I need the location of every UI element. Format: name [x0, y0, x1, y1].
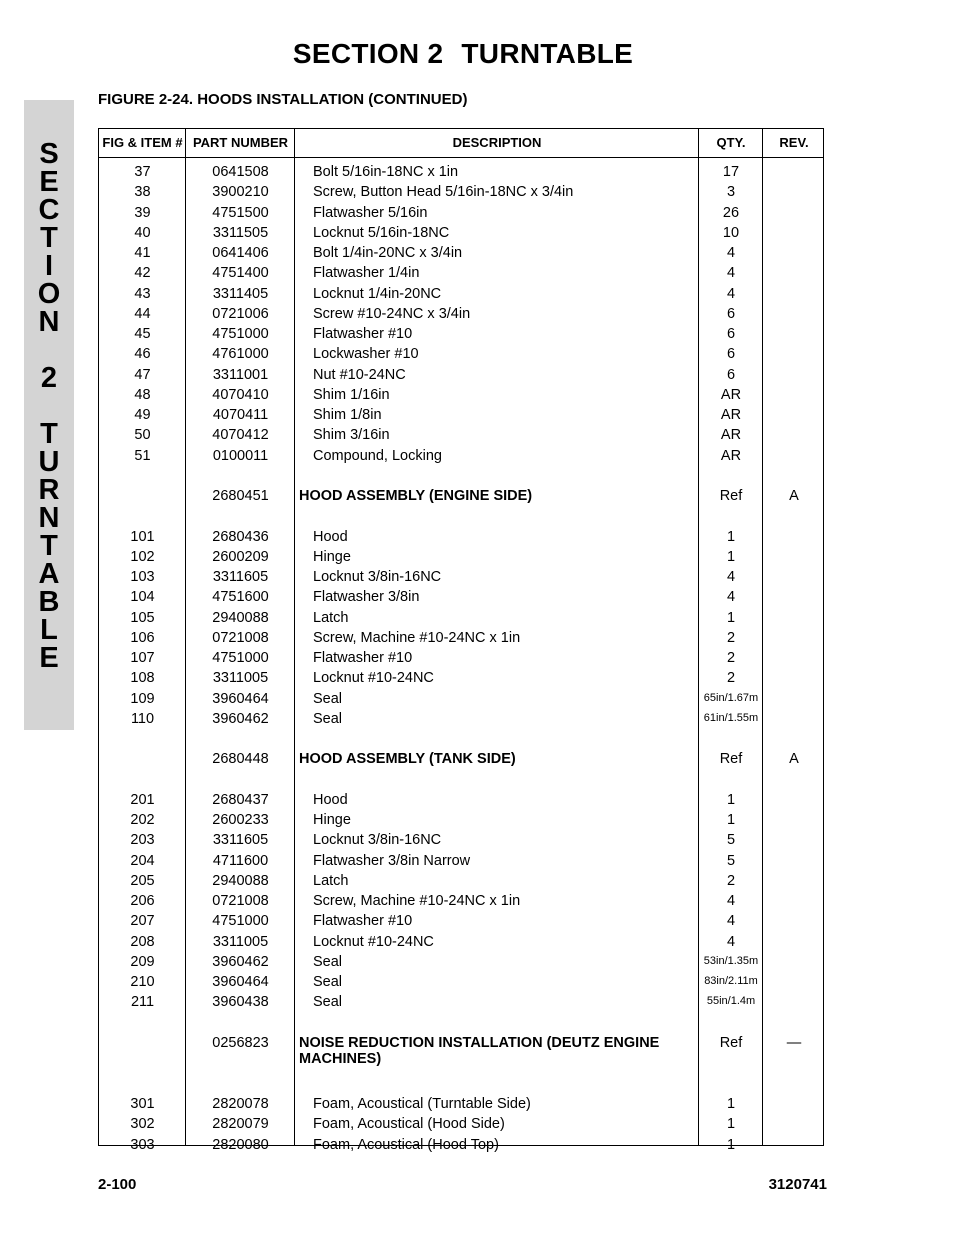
- qty-cell: 4: [726, 913, 736, 930]
- item-cell: 205: [130, 872, 155, 889]
- qty-cell: 2: [726, 650, 736, 666]
- rev-cell: A: [789, 751, 799, 768]
- qty-cell: 6: [726, 305, 736, 322]
- part-number-cell: 3960438: [212, 994, 269, 1011]
- item-cell: 47: [134, 366, 151, 383]
- section-label: SECTION 2: [292, 38, 444, 69]
- description-cell: Screw, Machine #10-24NC x 1in: [313, 893, 521, 909]
- description-cell: Nut #10-24NC: [313, 366, 406, 383]
- description-cell: Locknut 1/4in-20NC: [313, 285, 442, 302]
- section-title: [0, 38, 926, 70]
- qty-cell: 6: [726, 366, 736, 383]
- part-number-cell: 0641508: [212, 164, 269, 180]
- qty-cell: 1: [726, 812, 736, 828]
- qty-cell: 1: [726, 1136, 736, 1153]
- qty-cell: 1: [726, 1096, 736, 1112]
- side-tab-letter: T: [40, 222, 58, 254]
- qty-cell: 26: [722, 204, 740, 221]
- part-number-cell: 3311405: [212, 285, 269, 302]
- part-number-cell: 0721006: [212, 305, 269, 322]
- side-tab-letter: E: [39, 166, 59, 198]
- item-cell: 207: [130, 913, 155, 930]
- part-number-cell: 2820080: [212, 1136, 269, 1153]
- part-number-cell: 2940088: [212, 609, 269, 626]
- part-number-cell: 4751600: [212, 589, 269, 606]
- qty-cell: 4: [726, 265, 736, 282]
- side-tab-letter: T: [40, 418, 58, 450]
- qty-cell: Ref: [719, 1034, 743, 1051]
- part-number-cell: 2680448: [212, 751, 269, 768]
- qty-cell: 2: [726, 670, 736, 687]
- part-number-cell: 3311005: [212, 933, 269, 950]
- part-number-cell: 3960464: [212, 974, 269, 990]
- description-cell: Flatwasher 3/8in: [313, 589, 420, 606]
- rev-cell: —: [786, 1034, 802, 1051]
- qty-cell: 55in/1.4m: [706, 995, 756, 1008]
- description-cell: Hood: [313, 791, 348, 808]
- description-cell: Hood: [313, 528, 348, 545]
- part-number-cell: 3960462: [212, 953, 269, 970]
- description-cell: Screw, Button Head 5/16in-18NC x 3/4in: [313, 184, 574, 201]
- description-cell: Locknut #10-24NC: [313, 670, 434, 687]
- item-cell: 106: [130, 629, 155, 646]
- qty-cell: Ref: [719, 751, 743, 768]
- description-cell: NOISE REDUCTION INSTALLATION (DEUTZ ENGINE MACHINES): [299, 1034, 660, 1067]
- item-cell: 110: [130, 710, 155, 727]
- qty-cell: 4: [726, 245, 736, 261]
- item-cell: 38: [134, 184, 151, 201]
- section-name: TURNTABLE: [461, 38, 634, 69]
- item-cell: 43: [134, 285, 151, 302]
- item-cell: 210: [130, 974, 155, 990]
- qty-cell: AR: [720, 447, 742, 464]
- item-cell: 206: [130, 893, 155, 909]
- header-item: FIG & ITEM #: [102, 135, 183, 150]
- item-cell: 40: [134, 224, 151, 241]
- part-number-cell: 0721008: [212, 629, 269, 646]
- side-tab-letter: S: [39, 138, 59, 170]
- description-cell: Seal: [313, 953, 343, 970]
- description-cell: Hinge: [313, 812, 351, 828]
- description-cell: Foam, Acoustical (Turntable Side): [313, 1096, 531, 1112]
- part-number-cell: 4761000: [212, 346, 269, 363]
- qty-cell: 1: [726, 609, 736, 626]
- header-rev: REV.: [779, 135, 809, 150]
- description-cell: Seal: [313, 710, 343, 727]
- description-cell: Locknut 3/8in-16NC: [313, 832, 442, 849]
- description-cell: Seal: [313, 690, 343, 707]
- qty-cell: 1: [726, 1116, 736, 1133]
- qty-cell: 4: [726, 589, 736, 606]
- description-cell: Shim 3/16in: [313, 427, 390, 444]
- side-tab-letter: 2: [40, 362, 58, 394]
- item-cell: 201: [130, 791, 155, 808]
- item-cell: 48: [134, 386, 151, 403]
- header-divider: [99, 157, 823, 158]
- description-cell: Foam, Acoustical (Hood Top): [313, 1136, 499, 1153]
- qty-cell: 3: [726, 184, 736, 201]
- part-number-cell: 3311001: [212, 366, 269, 383]
- side-tab-letter: A: [38, 558, 60, 590]
- description-cell: HOOD ASSEMBLY (ENGINE SIDE): [299, 488, 533, 504]
- rev-cell: A: [789, 488, 799, 504]
- item-cell: 301: [130, 1096, 155, 1112]
- part-number-cell: 3900210: [212, 184, 269, 201]
- part-number-cell: 3960462: [212, 710, 269, 727]
- qty-cell: 1: [726, 548, 736, 565]
- qty-cell: 53in/1.35m: [703, 954, 759, 967]
- description-cell: Flatwasher 3/8in Narrow: [313, 852, 471, 869]
- part-number-cell: 0641406: [212, 245, 269, 261]
- page-number: 2-100: [98, 1176, 137, 1193]
- description-cell: HOOD ASSEMBLY (TANK SIDE): [299, 751, 516, 768]
- figure-title: FIGURE 2-24. HOODS INSTALLATION (CONTINUED): [98, 91, 468, 108]
- item-cell: 105: [130, 609, 155, 626]
- part-number-cell: 2820078: [212, 1096, 269, 1112]
- qty-cell: 5: [726, 852, 736, 869]
- item-cell: 50: [134, 427, 151, 444]
- item-cell: 108: [130, 670, 155, 687]
- description-cell: Compound, Locking: [313, 447, 442, 464]
- qty-cell: 4: [726, 933, 736, 950]
- item-cell: 203: [130, 832, 155, 849]
- description-cell: Flatwasher 1/4in: [313, 265, 420, 282]
- item-cell: 109: [130, 690, 155, 707]
- section-side-tab: [24, 100, 74, 730]
- qty-cell: 83in/2.11m: [704, 975, 758, 987]
- side-tab-letter: U: [38, 446, 60, 478]
- item-cell: 42: [134, 265, 151, 282]
- qty-cell: Ref: [719, 488, 743, 504]
- description-cell: Locknut 3/8in-16NC: [313, 569, 442, 585]
- item-cell: 39: [134, 204, 151, 221]
- part-number-cell: 2820079: [212, 1116, 269, 1133]
- item-cell: 209: [130, 953, 155, 970]
- qty-cell: 4: [726, 569, 736, 585]
- part-number-cell: 2680436: [212, 528, 269, 545]
- part-number-cell: 4751000: [212, 650, 269, 666]
- side-tab-letter: O: [37, 278, 61, 310]
- part-number-cell: 3960464: [212, 690, 269, 707]
- part-number-cell: 3311005: [212, 670, 269, 687]
- description-cell: Latch: [313, 872, 349, 889]
- description-cell: Flatwasher #10: [313, 326, 413, 342]
- part-number-cell: 4711600: [212, 852, 269, 869]
- side-tab-letter: L: [40, 614, 58, 646]
- item-cell: 107: [130, 650, 155, 666]
- qty-cell: AR: [720, 386, 742, 403]
- description-cell: Seal: [313, 994, 343, 1011]
- qty-cell: 17: [722, 164, 740, 180]
- qty-cell: AR: [720, 407, 742, 423]
- qty-cell: 61in/1.55m: [703, 711, 759, 724]
- side-tab-letter: I: [44, 250, 54, 282]
- qty-cell: 1: [726, 528, 736, 545]
- qty-cell: 5: [726, 832, 736, 849]
- item-cell: 41: [134, 245, 151, 261]
- part-number-cell: 4070410: [212, 386, 269, 403]
- description-cell: Bolt 1/4in-20NC x 3/4in: [313, 245, 463, 261]
- description-cell: Screw, Machine #10-24NC x 1in: [313, 629, 521, 646]
- side-tab-letter: C: [38, 194, 60, 226]
- item-cell: 44: [134, 305, 151, 322]
- description-cell: Lockwasher #10: [313, 346, 419, 363]
- part-number-cell: 4751500: [212, 204, 269, 221]
- header-qty: QTY.: [716, 135, 746, 150]
- item-cell: 49: [134, 407, 151, 423]
- item-cell: 208: [130, 933, 155, 950]
- part-number-cell: 2680451: [212, 488, 269, 504]
- description-cell: Flatwasher 5/16in: [313, 204, 428, 221]
- description-cell: Latch: [313, 609, 349, 626]
- part-number-cell: 0256823: [212, 1034, 269, 1051]
- item-cell: 46: [134, 346, 151, 363]
- part-number-cell: 2600233: [212, 812, 269, 828]
- description-cell: Locknut 5/16in-18NC: [313, 224, 450, 241]
- header-part-number: PART NUMBER: [192, 135, 289, 150]
- side-tab-letter: E: [39, 642, 59, 674]
- part-number-cell: 2940088: [212, 872, 269, 889]
- item-cell: 202: [130, 812, 155, 828]
- part-number-cell: 3311605: [212, 569, 269, 585]
- part-number-cell: 4070411: [212, 407, 269, 423]
- parts-table: [98, 128, 824, 1153]
- qty-cell: 2: [726, 872, 736, 889]
- description-cell: Seal: [313, 974, 343, 990]
- part-number-cell: 0721008: [212, 893, 269, 909]
- qty-cell: 4: [726, 285, 736, 302]
- qty-cell: 6: [726, 326, 736, 342]
- item-cell: 45: [134, 326, 151, 342]
- description-cell: Screw #10-24NC x 3/4in: [313, 305, 471, 322]
- qty-cell: 65in/1.67m: [703, 691, 759, 704]
- document-number: 3120741: [768, 1176, 827, 1193]
- side-tab-letter: N: [38, 502, 60, 534]
- item-cell: 104: [130, 589, 155, 606]
- description-cell: Shim 1/8in: [313, 407, 382, 423]
- qty-cell: 1: [726, 791, 736, 808]
- side-tab-letter: B: [38, 586, 60, 618]
- part-number-cell: 4751000: [212, 913, 269, 930]
- description-cell: Shim 1/16in: [313, 386, 390, 403]
- qty-cell: 10: [722, 224, 740, 241]
- item-cell: 302: [130, 1116, 155, 1133]
- item-cell: 101: [130, 528, 155, 545]
- qty-cell: 6: [726, 346, 736, 363]
- qty-cell: 2: [726, 629, 736, 646]
- item-cell: 211: [130, 994, 155, 1011]
- part-number-cell: 2600209: [212, 548, 269, 565]
- qty-cell: 4: [726, 893, 736, 909]
- part-number-cell: 3311605: [212, 832, 269, 849]
- item-cell: 303: [130, 1136, 155, 1153]
- description-cell: Flatwasher #10: [313, 650, 413, 666]
- item-cell: 204: [130, 852, 155, 869]
- description-cell: Flatwasher #10: [313, 913, 413, 930]
- part-number-cell: 3311505: [212, 224, 269, 241]
- part-number-cell: 0100011: [212, 447, 269, 464]
- part-number-cell: 2680437: [212, 791, 269, 808]
- part-number-cell: 4751400: [212, 265, 269, 282]
- part-number-cell: 4751000: [212, 326, 269, 342]
- description-cell: Bolt 5/16in-18NC x 1in: [313, 164, 459, 180]
- side-tab-letter: T: [40, 530, 58, 562]
- item-cell: 51: [134, 447, 151, 464]
- part-number-cell: 4070412: [212, 427, 269, 444]
- header-description: DESCRIPTION: [452, 135, 542, 150]
- qty-cell: AR: [720, 427, 742, 444]
- side-tab-letter: R: [38, 474, 60, 506]
- item-cell: 102: [130, 548, 155, 565]
- description-cell: Hinge: [313, 548, 351, 565]
- side-tab-letter: N: [38, 306, 60, 338]
- item-cell: 37: [134, 164, 151, 180]
- description-cell: Foam, Acoustical (Hood Side): [313, 1116, 505, 1133]
- item-cell: 103: [130, 569, 155, 585]
- description-cell: Locknut #10-24NC: [313, 933, 434, 950]
